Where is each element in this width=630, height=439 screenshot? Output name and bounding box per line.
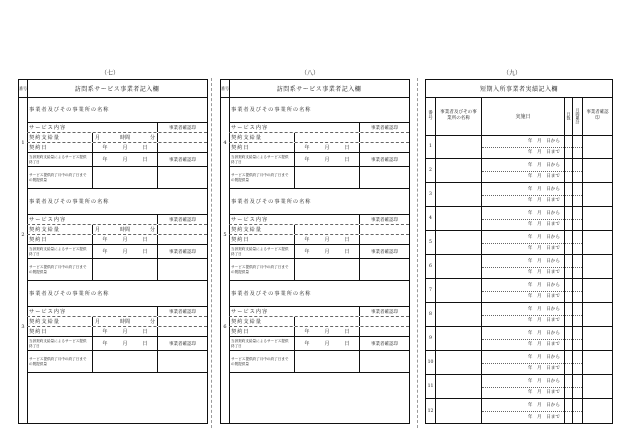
date-from: 年 月 日から <box>527 138 560 144</box>
date-from: 年 月 日から <box>527 186 560 192</box>
panel-9-label: （九） <box>502 70 521 77</box>
date-from: 年 月 日から <box>527 403 560 408</box>
date-to: 年 月 日まで <box>527 318 560 324</box>
short-stay-row <box>426 303 612 327</box>
date-to: 年 月 日まで <box>527 222 560 228</box>
fold-line <box>417 78 418 428</box>
date-from: 年 月 日から <box>527 282 560 288</box>
date-to: 年 月 日まで <box>527 174 560 180</box>
date-from: 年 月 日から <box>527 210 560 216</box>
row-number: 11 <box>426 375 436 398</box>
date-from: 年 月 日から <box>527 354 560 360</box>
service-end-date-label: 当該契約支給量によるサービス提供終了日 <box>29 155 87 164</box>
remaining-amount-label: サービス提供終了月中の終了日までの既提供量 <box>29 173 87 182</box>
short-stay-row <box>426 351 612 375</box>
short-stay-row <box>426 279 612 303</box>
short-stay-row <box>426 231 612 255</box>
service-record-block: 4 事業者及びその事業所の名称 サービス内容 事業者確認印 契約支給量 契約日 年 月 日 当該契約支給量によるサービス提供終了日 年 月 日 事業者確認印 サービス提供終了月中の終了日までの既提供量 <box>229 97 409 189</box>
month-unit: 月 <box>95 135 101 141</box>
provider-name-label: 事業者及びその事業所の名称 <box>29 107 110 113</box>
date-to: 年 月 日まで <box>527 415 560 420</box>
number-header: 番号 <box>426 97 436 135</box>
row-number: 10 <box>426 351 436 374</box>
date-from: 年 月 日から <box>527 258 560 264</box>
service-record-block: 3 事業者及びその事業所の名称 サービス内容 事業者確認印 契約支給量 月 時間 分 契約日 年 月 日 当該契約支給量によるサービス提供終了日 年 月 日 事業者確認印 サービス提供終了月中の終了日までの既提供量 <box>27 281 207 373</box>
contract-amount-label: 契約支給量 <box>29 135 60 141</box>
row-number: 7 <box>426 279 436 302</box>
block-number: 4 <box>223 140 227 146</box>
provider-name-header: 事業者及びその事業所の名称 <box>436 97 482 135</box>
service-record-block: 1 事業者及びその事業所の名称 サービス内容 事業者確認印 契約支給量 月 時間 分 契約日 年 月 日 当該契約支給量によるサービス提供終了日 年 月 日 事業者確認印 サービス提供終了月中の終了日までの既提供量 <box>27 97 207 189</box>
panel-9-form <box>425 79 613 424</box>
block-number: 1 <box>21 140 25 146</box>
block-number: 3 <box>21 324 25 330</box>
date-to: 年 月 日まで <box>527 246 560 252</box>
period-header: 実施日 <box>482 97 565 135</box>
short-stay-row <box>426 375 612 399</box>
short-stay-row <box>426 159 612 183</box>
date-to: 年 月 日まで <box>527 198 560 204</box>
date-from: 年 月 日から <box>527 162 560 168</box>
date-to: 年 月 日まで <box>527 342 560 348</box>
fold-line <box>211 78 212 428</box>
panel-title: 短期入所事業者実績記入欄 <box>479 86 558 93</box>
panel-8-form <box>220 79 410 424</box>
panel-title: 訪問系サービス事業者記入欄 <box>276 86 362 93</box>
date-to: 年 月 日まで <box>527 150 560 156</box>
date-to: 年 月 日まで <box>527 390 560 396</box>
date-from: 年 月 日から <box>527 234 560 240</box>
short-stay-row <box>426 399 612 423</box>
panel-7-label: （七） <box>100 70 119 77</box>
panel-8-label: （八） <box>300 70 319 77</box>
date-to: 年 月 日まで <box>527 366 560 372</box>
number-header: 番号 <box>221 80 230 97</box>
date-from: 年 月 日から <box>527 306 560 312</box>
short-stay-row <box>426 135 612 159</box>
days-header: 日数 <box>565 97 573 135</box>
provider-confirm-label: 事業者確認印 <box>157 123 207 132</box>
row-number: 5 <box>426 231 436 254</box>
block-number: 5 <box>223 232 227 238</box>
hour-unit: 時間 <box>119 135 130 141</box>
panel-7-form <box>18 79 208 424</box>
confirm-header: 事業者確認印 <box>586 110 609 121</box>
block-number: 6 <box>223 324 227 330</box>
block-number: 2 <box>21 232 25 238</box>
row-number: 1 <box>426 135 436 158</box>
row-number: 2 <box>426 159 436 182</box>
service-record-block: 2 事業者及びその事業所の名称 サービス内容 事業者確認印 契約支給量 月 時間 分 契約日 年 月 日 当該契約支給量によるサービス提供終了日 年 月 日 事業者確認印 サービス提供終了月中の終了日までの既提供量 <box>27 189 207 281</box>
number-header: 番号 <box>19 80 28 97</box>
date-to: 年 月 日まで <box>527 270 560 276</box>
date-to: 年 月 日まで <box>527 294 560 300</box>
service-record-block: 5 事業者及びその事業所の名称 サービス内容 事業者確認印 契約支給量 契約日 年 月 日 当該契約支給量によるサービス提供終了日 年 月 日 事業者確認印 サービス提供終了月中の終了日までの既提供量 <box>229 189 409 281</box>
row-number: 4 <box>426 207 436 230</box>
contract-date-label: 契約日 <box>29 145 48 151</box>
short-stay-row <box>426 327 612 351</box>
short-stay-row <box>426 207 612 231</box>
date-from: 年 月 日から <box>527 378 560 384</box>
service-content-label: サービス内容 <box>29 125 67 131</box>
row-number: 8 <box>426 303 436 326</box>
month-total-header: 月間累計 <box>573 97 583 135</box>
row-number: 12 <box>426 399 436 423</box>
row-number: 9 <box>426 327 436 350</box>
service-record-block: 6 事業者及びその事業所の名称 サービス内容 事業者確認印 契約支給量 契約日 年 月 日 当該契約支給量によるサービス提供終了日 年 月 日 事業者確認印 サービス提供終了月中の終了日までの既提供量 <box>229 281 409 373</box>
minute-unit: 分 <box>149 135 155 141</box>
row-number: 3 <box>426 183 436 206</box>
date-from: 年 月 日から <box>527 330 560 336</box>
panel-title: 訪問系サービス事業者記入欄 <box>74 86 160 93</box>
row-number: 6 <box>426 255 436 278</box>
short-stay-row <box>426 183 612 207</box>
short-stay-row <box>426 255 612 279</box>
